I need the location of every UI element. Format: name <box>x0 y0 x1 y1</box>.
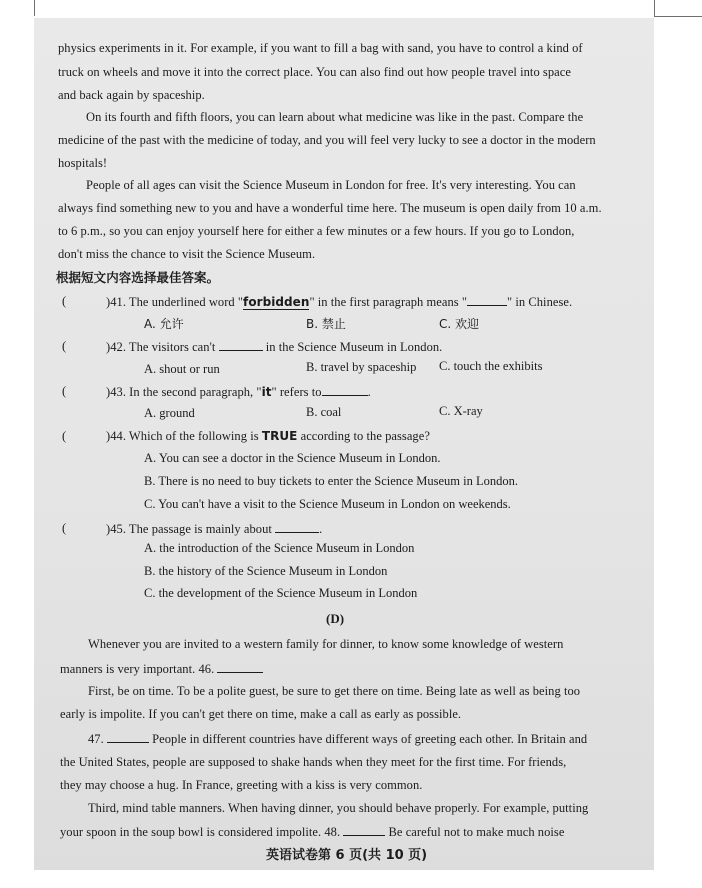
passage-c-line-4: On its fourth and fifth floors, you can learn about what medicine was like in the past. Compare the <box>86 110 584 124</box>
crop-mark-right-horizontal <box>654 16 702 17</box>
question-43-text-a: )43. In the second paragraph, " <box>106 385 262 399</box>
question-44-text-a: )44. Which of the following is <box>106 429 259 443</box>
question-43-text-b: " refers to <box>271 385 322 399</box>
passage-c-line-2: truck on wheels and move it into the correct place. You can also find out how people travel into space <box>58 65 571 79</box>
question-42-text-b: in the Science Museum in London. <box>265 340 443 354</box>
option-41-a: A. 允许 <box>144 317 184 331</box>
option-45-b: B. the history of the Science Museum in London <box>144 564 388 578</box>
passage-d-p1-line-2 <box>60 660 263 677</box>
option-43-a: A. ground <box>144 406 195 420</box>
passage-d-p4-text: your spoon in the soup bowl is considered impolite. 48. <box>60 825 341 839</box>
answer-paren-44: ( <box>62 429 67 443</box>
passage-d-p4-line-1: Third, mind table manners. When having dinner, you should behave properly. For example, putting <box>88 801 589 815</box>
question-41 <box>106 293 572 310</box>
crop-mark-right <box>654 0 655 16</box>
passage-c-line-8: always find something new to you and have a wonderful time here. The museum is open daily from 10 a.m. <box>58 201 602 215</box>
question-41-suffix-a: " in the first paragraph means " <box>309 295 468 309</box>
question-45-text-b: . <box>319 522 323 536</box>
question-instruction: 根据短文内容选择最佳答案。 <box>56 270 220 285</box>
option-45-c: C. the development of the Science Museum in London <box>144 586 418 600</box>
question-41-prefix: )41. The underlined word " <box>106 295 244 309</box>
option-41-c: C. 欢迎 <box>439 317 480 331</box>
passage-d-p1-text: manners is very important. 46. <box>60 662 215 676</box>
question-42 <box>106 338 442 355</box>
option-41-b: B. 禁止 <box>306 317 346 331</box>
question-42-text-a: )42. The visitors can't <box>106 340 216 354</box>
passage-d-p4-text-end: Be careful not to make much noise <box>388 825 565 839</box>
question-41-suffix-b: " in Chinese. <box>507 295 573 309</box>
passage-c-line-3: and back again by spaceship. <box>58 88 205 102</box>
keyword-true: TRUE <box>261 429 298 443</box>
option-42-b: B. travel by spaceship <box>306 360 417 374</box>
exam-page <box>34 18 654 870</box>
answer-blank-47 <box>107 730 149 743</box>
option-44-a: A. You can see a doctor in the Science Museum in London. <box>144 451 441 465</box>
answer-paren-42: ( <box>62 339 67 353</box>
passage-d-p3-line-2: the United States, people are supposed to shake hands when they meet for the first time. For friends, <box>60 755 567 769</box>
section-d-label: (D) <box>326 611 345 626</box>
answer-blank-41 <box>467 293 507 306</box>
question-45 <box>106 520 322 537</box>
passage-d-p4-line-2 <box>60 823 564 840</box>
passage-d-p2-line-2: early is impolite. If you can't get there on time, make a call as early as possible. <box>60 707 462 721</box>
option-42-a: A. shout or run <box>144 362 220 376</box>
option-43-b: B. coal <box>306 405 342 419</box>
answer-blank-43 <box>322 383 368 396</box>
answer-paren-45: ( <box>62 521 67 535</box>
option-44-c: C. You can't have a visit to the Science Museum in London on weekends. <box>144 497 511 511</box>
page-footer: 英语试卷第 6 页(共 10 页) <box>266 848 428 863</box>
passage-c-line-1: physics experiments in it. For example, if you want to fill a bag with sand, you have to control a kind of <box>58 41 583 55</box>
option-45-a: A. the introduction of the Science Museum in London <box>144 541 415 555</box>
passage-d-p2-line-1: First, be on time. To be a polite guest, be sure to get there on time. Being late as well as being too <box>88 684 581 698</box>
option-44-b: B. There is no need to buy tickets to enter the Science Museum in London. <box>144 474 518 488</box>
passage-d-p3-line-1 <box>88 730 587 747</box>
question-44-text-b: according to the passage? <box>300 429 430 443</box>
question-43-text-c: . <box>367 385 371 399</box>
answer-blank-46 <box>217 660 263 673</box>
question-44 <box>106 428 430 444</box>
passage-d-p3-line-3: they may choose a hug. In France, greeting with a kiss is very common. <box>60 778 423 792</box>
keyword-it: it <box>261 385 272 399</box>
passage-d-p1-line-1: Whenever you are invited to a western family for dinner, to know some knowledge of western <box>88 637 564 651</box>
option-42-c: C. touch the exhibits <box>439 359 543 373</box>
underlined-word-forbidden: forbidden <box>243 295 310 309</box>
passage-c-line-6: hospitals! <box>58 156 108 170</box>
answer-paren-41: ( <box>62 294 67 308</box>
answer-blank-48 <box>343 823 385 836</box>
passage-d-p3-number: 47. <box>88 732 104 746</box>
passage-c-line-9: to 6 p.m., so you can enjoy yourself here for either a few minutes or a few hours. If you go to London, <box>58 224 575 238</box>
answer-paren-43: ( <box>62 384 67 398</box>
option-43-c: C. X-ray <box>439 404 483 418</box>
answer-blank-45 <box>275 520 319 533</box>
passage-c-line-5: medicine of the past with the medicine of today, and you will feel very lucky to see a doctor in the modern <box>58 133 596 147</box>
answer-blank-42 <box>219 338 263 351</box>
passage-c-line-7: People of all ages can visit the Science Museum in London for free. It's very interesting. You can <box>86 178 576 192</box>
crop-mark-left <box>34 0 35 16</box>
passage-d-p3-text: People in different countries have different ways of greeting each other. In Britain and <box>152 732 588 746</box>
passage-c-line-10: don't miss the chance to visit the Science Museum. <box>58 247 316 261</box>
question-45-text-a: )45. The passage is mainly about <box>106 522 272 536</box>
question-43 <box>106 383 371 400</box>
